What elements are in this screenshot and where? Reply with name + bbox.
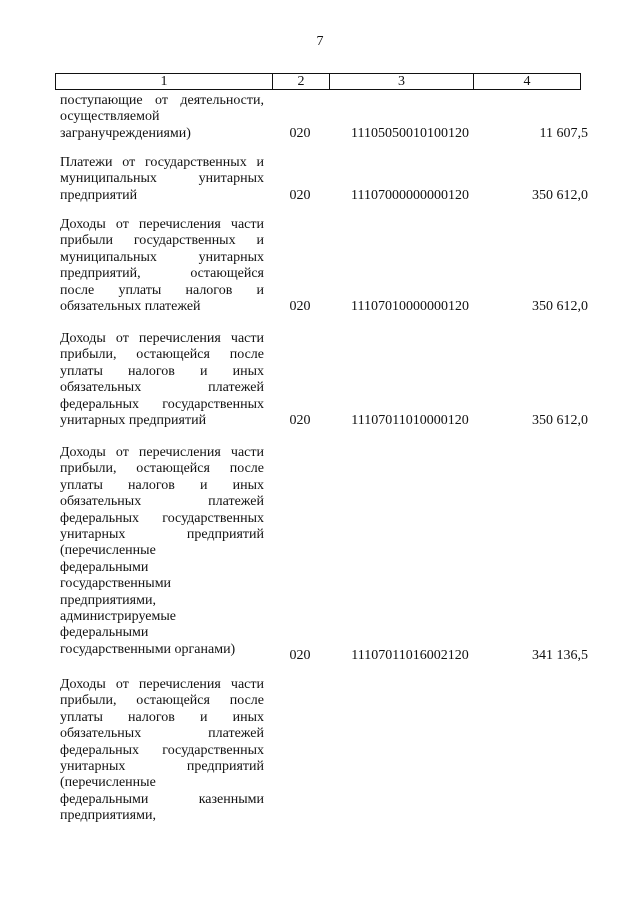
description-line: унитарных предприятий — [60, 527, 264, 543]
row-description — [60, 331, 264, 429]
header-col-2: 2 — [273, 74, 330, 90]
row-kbk: 11107011016002120 — [351, 648, 469, 663]
table-header — [55, 73, 581, 90]
row-code: 020 — [289, 648, 311, 663]
description-line: прибыли государственных и — [60, 233, 264, 249]
row-code: 020 — [289, 187, 311, 203]
row-description — [60, 93, 264, 142]
description-line: Доходы от перечисления части — [60, 445, 264, 460]
row-kbk: 11107000000000120 — [351, 187, 469, 203]
description-line: прибыли, остающейся после — [60, 347, 264, 363]
description-line: унитарных предприятий — [60, 759, 264, 775]
description-line: предприятий, остающейся — [60, 266, 264, 282]
row-kbk: 11107011010000120 — [351, 413, 469, 428]
description-line: предприятий — [60, 187, 138, 203]
description-line: (перечисленные — [60, 543, 156, 559]
description-line: администрируемые — [60, 609, 176, 625]
row-amount: 350 612,0 — [532, 413, 588, 428]
description-line: Доходы от перечисления части — [60, 677, 264, 692]
description-line: обязательных платежей — [60, 494, 264, 510]
row-kbk: 11105050010100120 — [351, 125, 469, 141]
description-line: предприятиями, — [60, 808, 156, 824]
header-col-4: 4 — [474, 74, 581, 90]
description-line: прибыли, остающейся после — [60, 693, 264, 709]
row-amount: 350 612,0 — [532, 187, 588, 203]
description-line: загранучреждениями) — [60, 125, 191, 141]
row-amount: 350 612,0 — [532, 299, 588, 314]
row-code: 020 — [289, 299, 311, 314]
description-line: прибыли, остающейся после — [60, 461, 264, 477]
row-description — [60, 677, 264, 825]
description-line: муниципальных унитарных — [60, 249, 264, 265]
description-line: муниципальных унитарных — [60, 171, 264, 187]
page-number: 7 — [316, 34, 324, 49]
description-line: государственными — [60, 576, 172, 592]
description-line: обязательных платежей — [60, 726, 264, 742]
row-description — [60, 445, 264, 658]
description-line: уплаты налогов и иных — [60, 363, 264, 379]
description-line: обязательных платежей — [60, 380, 264, 396]
description-line: обязательных платежей — [60, 299, 201, 315]
description-line: федеральными — [60, 625, 149, 641]
header-col-1: 1 — [56, 74, 273, 90]
description-line: уплаты налогов и иных — [60, 709, 264, 725]
header-col-3: 3 — [330, 74, 474, 90]
row-kbk: 11107010000000120 — [351, 299, 469, 314]
description-line: Платежи от государственных и — [60, 155, 264, 170]
description-line: (перечисленные — [60, 775, 156, 791]
description-line: предприятиями, — [60, 592, 156, 608]
description-line: федеральных государственных — [60, 510, 264, 526]
description-line: Доходы от перечисления части — [60, 331, 264, 346]
row-code: 020 — [289, 413, 311, 428]
description-line: уплаты налогов и иных — [60, 477, 264, 493]
description-line: федеральными — [60, 559, 149, 575]
description-line: после уплаты налогов и — [60, 282, 264, 298]
description-line: поступающие от деятельности, — [60, 93, 264, 108]
row-description — [60, 217, 264, 315]
description-line: федеральных государственных — [60, 396, 264, 412]
row-amount: 341 136,5 — [532, 648, 588, 663]
description-line: федеральными казенными — [60, 791, 264, 807]
description-line: государственными органами) — [60, 641, 236, 657]
row-amount: 11 607,5 — [539, 125, 588, 141]
description-line: Доходы от перечисления части — [60, 217, 264, 232]
row-description — [60, 155, 264, 204]
description-line: федеральных государственных — [60, 742, 264, 758]
description-line: осуществляемой — [60, 109, 160, 125]
description-line: унитарных предприятий — [60, 413, 207, 429]
row-code: 020 — [289, 125, 311, 141]
